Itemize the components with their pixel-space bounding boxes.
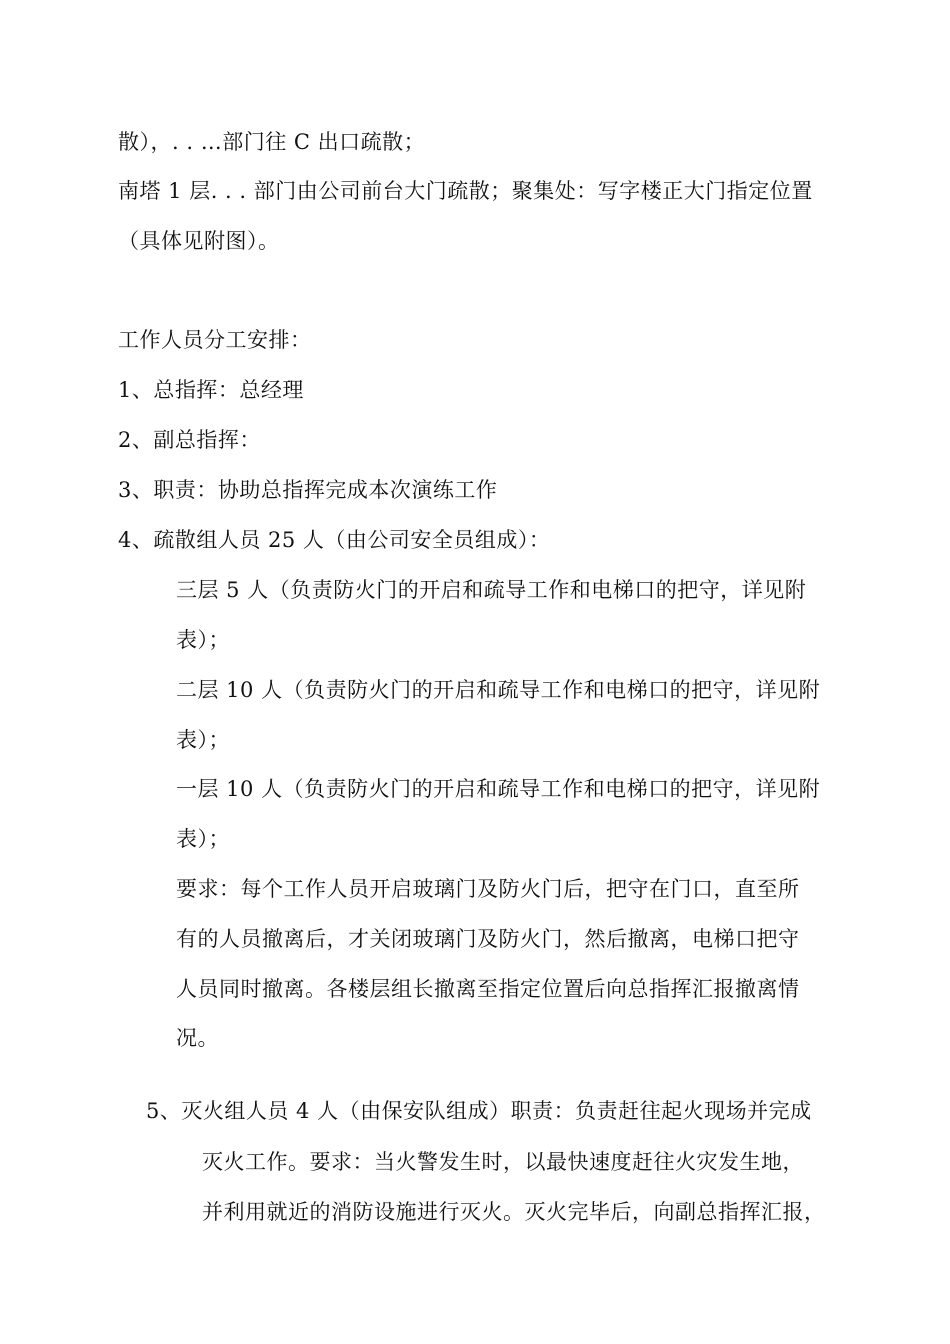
list-item-4: 4、疏散组人员 25 人（由公司安全员组成）：: [118, 528, 551, 552]
list-item-1: 1、总指挥：总经理: [118, 378, 304, 402]
intro-line-3: （具体见附图）。: [118, 229, 280, 253]
requirement-line-d: 况。: [176, 1026, 219, 1050]
floor1-line-b: 表）；: [176, 827, 230, 851]
floor1-line-a: 一层 10 人（负责防火门的开启和疏导工作和电梯口的把守，详见附: [176, 777, 821, 801]
floor3-line-b: 表）；: [176, 628, 230, 652]
floor2-line-a: 二层 10 人（负责防火门的开启和疏导工作和电梯口的把守，详见附: [176, 678, 821, 702]
intro-line-2: 南塔 1 层. . . 部门由公司前台大门疏散；聚集处：写字楼正大门指定位置: [118, 179, 813, 203]
staffing-heading: 工作人员分工安排：: [118, 328, 312, 352]
list-item-5-line-b: 灭火工作。要求：当火警发生时，以最快速度赶往火灾发生地，: [202, 1150, 804, 1174]
list-item-2: 2、副总指挥：: [118, 428, 261, 452]
floor3-line-a: 三层 5 人（负责防火门的开启和疏导工作和电梯口的把守，详见附: [176, 578, 807, 602]
list-item-5-line-a: 5、灭火组人员 4 人（由保安队组成）职责：负责赶往起火现场并完成: [146, 1099, 812, 1123]
requirement-line-b: 有的人员撤离后，才关闭玻璃门及防火门，然后撤离，电梯口把守: [176, 927, 800, 951]
list-item-3: 3、职责：协助总指挥完成本次演练工作: [118, 478, 498, 502]
requirement-line-a: 要求：每个工作人员开启玻璃门及防火门后，把守在门口，直至所: [176, 877, 800, 901]
floor2-line-b: 表）；: [176, 728, 230, 752]
list-item-5-line-c: 并利用就近的消防设施进行灭火。灭火完毕后，向副总指挥汇报，: [202, 1200, 826, 1224]
requirement-line-c: 人员同时撤离。各楼层组长撤离至指定位置后向总指挥汇报撤离情: [176, 977, 800, 1001]
intro-line-1: 散），. . …部门往 C 出口疏散；: [118, 130, 426, 154]
